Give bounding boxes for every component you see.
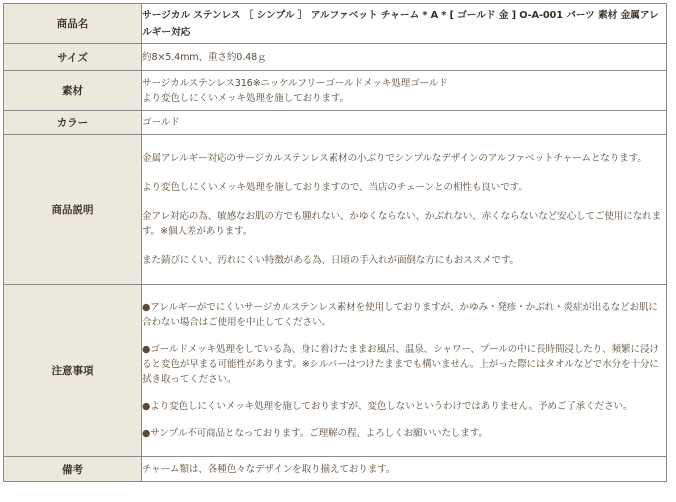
value-description [142, 135, 667, 285]
value-remarks: チャーム類は、各種色々なデザインを取り揃えております。 [142, 457, 667, 482]
row-color [4, 111, 667, 135]
product-spec-container [3, 3, 667, 496]
product-spec-table [3, 3, 667, 482]
row-description [4, 135, 667, 285]
value-product-name: サージカル ステンレス ［ シンプル ］ アルファベット チャーム * A * [ ゴールド 金 ] O-A-001 パーツ 素材 金属アレルギー対応 [142, 4, 667, 44]
notes-paragraph-4: ●サンプル不可商品となっております。ご理解の程、よろしくお願いいたします。 [142, 428, 488, 439]
description-paragraph-4: また錆びにくい、汚れにくい特徴がある為、日頃の手入れが面倒な方にもおススメです。 [142, 255, 519, 266]
row-size [4, 44, 667, 71]
description-paragraph-2: より変色しにくいメッキ処理を施しておりますので、当店のチェーンとの相性も良いです。 [142, 182, 528, 193]
label-material: 素材 [4, 71, 142, 111]
description-paragraph-3: 金アレ対応の為、敏感なお肌の方でも腫れない、かゆくならない、かぶれない、赤くならないなど安心してご使用になれます。※個人差があります。 [142, 211, 662, 237]
label-color: カラー [4, 111, 142, 135]
row-remarks [4, 457, 667, 482]
row-material [4, 71, 667, 111]
value-material [142, 71, 667, 111]
value-size: 約8×5.4mm、重さ約0.48ｇ [142, 44, 667, 71]
label-description: 商品説明 [4, 135, 142, 285]
label-notes: 注意事項 [4, 285, 142, 457]
value-color: ゴールド [142, 111, 667, 135]
row-notes [4, 285, 667, 457]
notes-paragraph-1: ●アレルギーがでにくいサージカルステンレス素材を使用しておりますが、かゆみ・発疹・かぶれ・炎症が出るなどお肌に合わない場合はご使用を中止してください。 [142, 302, 658, 328]
notes-paragraph-2: ●ゴールドメッキ処理をしている為、身に着けたままお風呂、温泉、シャワー、プールの中に長時間浸したり、頻繁に浸けると変色が早まる可能性があります。※シルバーはつけたままでも構いません。上がった際にはタオルなどで水分を十分に拭き取ってください。 [142, 344, 659, 385]
material-line-1: サージカルステンレス316※ニッケルフリーゴールドメッキ処理ゴールド [142, 77, 448, 89]
description-paragraph-1: 金属アレルギー対応のサージカルステンレス素材の小ぶりでシンプルなデザインのアルファベットチャームとなります。 [142, 153, 647, 164]
label-product-name: 商品名 [4, 4, 142, 44]
material-line-2: より変色しにくいメッキ処理を施しております。 [142, 92, 349, 104]
notes-paragraph-3: ●より変色しにくいメッキ処理を施しておりますが、変色しないというわけではありません。予めご了承ください。 [142, 401, 633, 412]
row-product-name [4, 4, 667, 44]
label-size: サイズ [4, 44, 142, 71]
value-notes [142, 285, 667, 457]
label-remarks: 備考 [4, 457, 142, 482]
